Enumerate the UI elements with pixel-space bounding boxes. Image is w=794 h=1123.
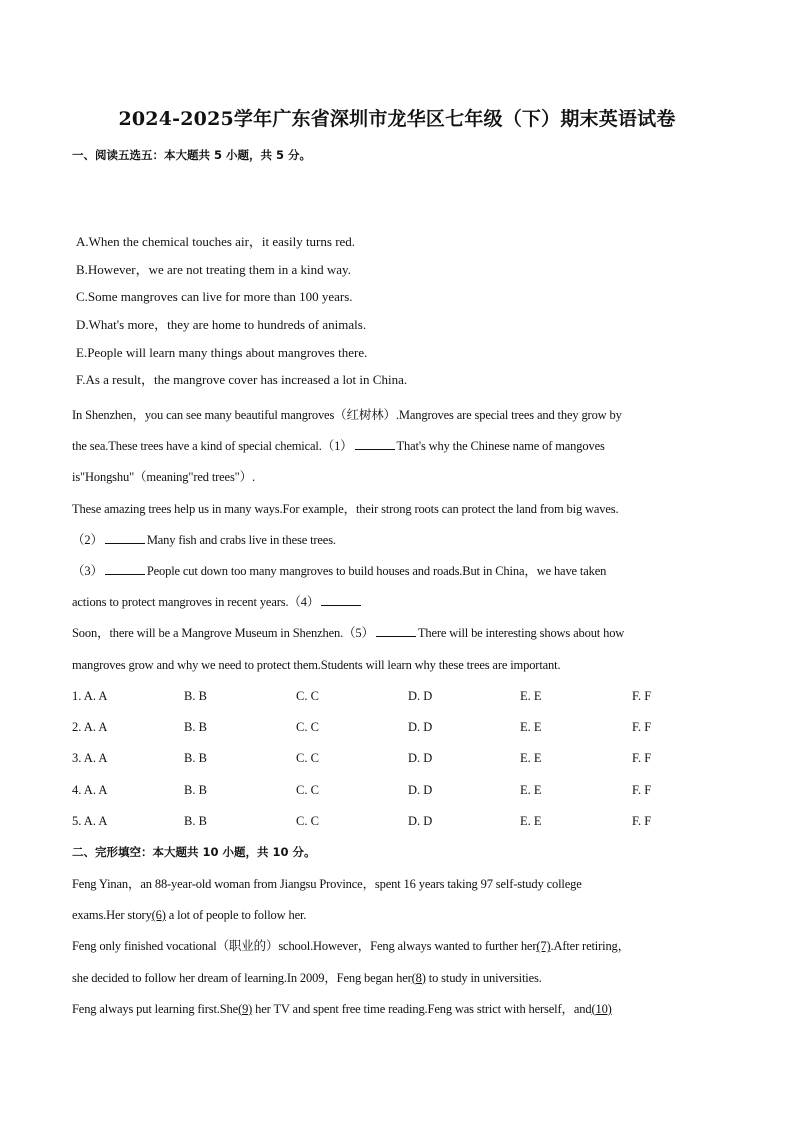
- choice-option[interactable]: B. B: [184, 782, 207, 797]
- choice-option[interactable]: C. C: [296, 689, 319, 703]
- choice-row-3: [72, 748, 732, 779]
- choice-option[interactable]: F. F: [632, 689, 652, 703]
- passage-2-text: to study in universities.: [425, 970, 542, 985]
- choice-option[interactable]: E. E: [520, 782, 542, 797]
- choice-option[interactable]: 3. A. A: [72, 751, 108, 766]
- choice-option[interactable]: F. F: [632, 782, 652, 797]
- choice-option[interactable]: E. E: [520, 813, 542, 828]
- passage-2-text: she decided to follow her dream of learning.In 2009，Feng began her: [72, 970, 412, 985]
- passage-1-text: （3）: [72, 563, 103, 578]
- answer-blank-1[interactable]: [355, 437, 395, 450]
- choice-option[interactable]: 1. A. A: [72, 689, 108, 703]
- option-e: E.People will learn many things about mangroves there.: [76, 344, 368, 360]
- choice-option[interactable]: B. B: [184, 720, 207, 735]
- choice-option[interactable]: F. F: [632, 751, 652, 766]
- option-f: F.As a result，the mangrove cover has increased a lot in China.: [76, 372, 408, 388]
- choice-option[interactable]: D. D: [408, 689, 433, 703]
- choice-option[interactable]: B. B: [184, 813, 207, 828]
- choice-row-2: [72, 717, 732, 748]
- passage-1-line: [72, 592, 732, 623]
- passage-2: [72, 874, 630, 1030]
- choice-option[interactable]: F. F: [632, 720, 652, 735]
- passage-1-line: mangroves grow and why we need to protect them.Students will learn why these trees are important.: [72, 657, 561, 672]
- passage-2-line: [72, 936, 630, 967]
- cloze-blank-8[interactable]: (8): [411, 970, 426, 985]
- option-list: [76, 232, 407, 398]
- choice-row-1: [72, 686, 732, 717]
- cloze-blank-9[interactable]: (9): [238, 1001, 253, 1016]
- passage-1-line: is"Hongshu"（meaning"red trees"）.: [72, 470, 255, 485]
- passage-1-text: actions to protect mangroves in recent years.（4）: [72, 595, 320, 610]
- passage-2-line: [72, 968, 630, 999]
- passage-2-text: exams.Her story: [72, 908, 152, 923]
- passage-1-text: People cut down too many mangroves to build houses and roads.But in China，we have taken: [146, 563, 607, 578]
- passage-1-line: [72, 623, 732, 654]
- passage-1-line: In Shenzhen，you can see many beautiful mangroves（红树林）.Mangroves are special trees and they grow by: [72, 408, 622, 422]
- answer-blank-5[interactable]: [376, 624, 416, 637]
- passage-1: [72, 405, 732, 686]
- choice-option[interactable]: 4. A. A: [72, 782, 108, 797]
- choice-option[interactable]: E. E: [520, 720, 542, 735]
- cloze-blank-10[interactable]: (10): [591, 1001, 612, 1016]
- section-1-heading: 一、阅读五选五：本大题共 5 小题，共 5 分。: [72, 148, 312, 162]
- choice-option[interactable]: E. E: [520, 689, 542, 703]
- passage-1-text: There will be interesting shows about how: [417, 626, 625, 641]
- choice-option[interactable]: 2. A. A: [72, 720, 108, 735]
- passage-1-text: （2）: [72, 532, 103, 547]
- passage-1-text: That's why the Chinese name of mangoves: [396, 439, 605, 454]
- section-2-heading: 二、完形填空：本大题共 10 小题，共 10 分。: [72, 845, 316, 859]
- cloze-blank-6[interactable]: (6): [151, 908, 166, 923]
- passage-1-line: [72, 530, 732, 561]
- passage-1-line: [72, 561, 732, 592]
- option-b: B.However，we are not treating them in a kind way.: [76, 261, 351, 277]
- passage-1-line: [72, 436, 732, 467]
- passage-2-line: Feng Yinan，an 88-year-old woman from Jiangsu Province，spent 16 years taking 97 self-study college: [72, 877, 582, 891]
- choice-row-5: [72, 811, 732, 842]
- answer-choice-grid: [72, 686, 732, 842]
- passage-2-text: Feng only finished vocational（职业的）school.However，Feng always wanted to further her: [72, 939, 537, 954]
- choice-option[interactable]: D. D: [408, 782, 433, 797]
- passage-2-text: .After retiring，: [550, 939, 630, 954]
- passage-1-line: These amazing trees help us in many ways.For example，their strong roots can protect the land from big waves.: [72, 501, 619, 516]
- choice-option[interactable]: B. B: [184, 751, 207, 766]
- choice-option[interactable]: D. D: [408, 813, 433, 828]
- choice-option[interactable]: D. D: [408, 751, 433, 766]
- passage-1-text: Many fish and crabs live in these trees.: [146, 532, 336, 547]
- passage-2-line: [72, 999, 630, 1030]
- passage-1-text: Soon，there will be a Mangrove Museum in Shenzhen.（5）: [72, 626, 374, 641]
- cloze-blank-7[interactable]: (7): [536, 939, 551, 954]
- option-a: A.When the chemical touches air，it easily turns red.: [76, 234, 356, 249]
- choice-row-4: [72, 780, 732, 811]
- passage-2-text: a lot of people to follow her.: [165, 908, 307, 923]
- exam-title: 2024-2025学年广东省深圳市龙华区七年级（下）期末英语试卷: [118, 108, 676, 130]
- choice-option[interactable]: C. C: [296, 813, 319, 828]
- passage-2-line: [72, 905, 630, 936]
- choice-option[interactable]: C. C: [296, 751, 319, 766]
- passage-1-text: the sea.These trees have a kind of special chemical.（1）: [72, 439, 353, 454]
- answer-blank-4[interactable]: [321, 593, 361, 606]
- choice-option[interactable]: B. B: [184, 689, 207, 703]
- answer-blank-3[interactable]: [105, 562, 145, 575]
- choice-option[interactable]: 5. A. A: [72, 813, 108, 828]
- choice-option[interactable]: C. C: [296, 782, 319, 797]
- choice-option[interactable]: F. F: [632, 813, 652, 828]
- option-c: C.Some mangroves can live for more than 100 years.: [76, 289, 353, 305]
- choice-option[interactable]: D. D: [408, 720, 433, 735]
- passage-2-text: her TV and spent free time reading.Feng was strict with herself，and: [252, 1001, 592, 1016]
- choice-option[interactable]: E. E: [520, 751, 542, 766]
- option-d: D.What's more，they are home to hundreds of animals.: [76, 317, 367, 333]
- answer-blank-2[interactable]: [105, 531, 145, 544]
- choice-option[interactable]: C. C: [296, 720, 319, 735]
- passage-2-text: Feng always put learning first.She: [72, 1001, 239, 1016]
